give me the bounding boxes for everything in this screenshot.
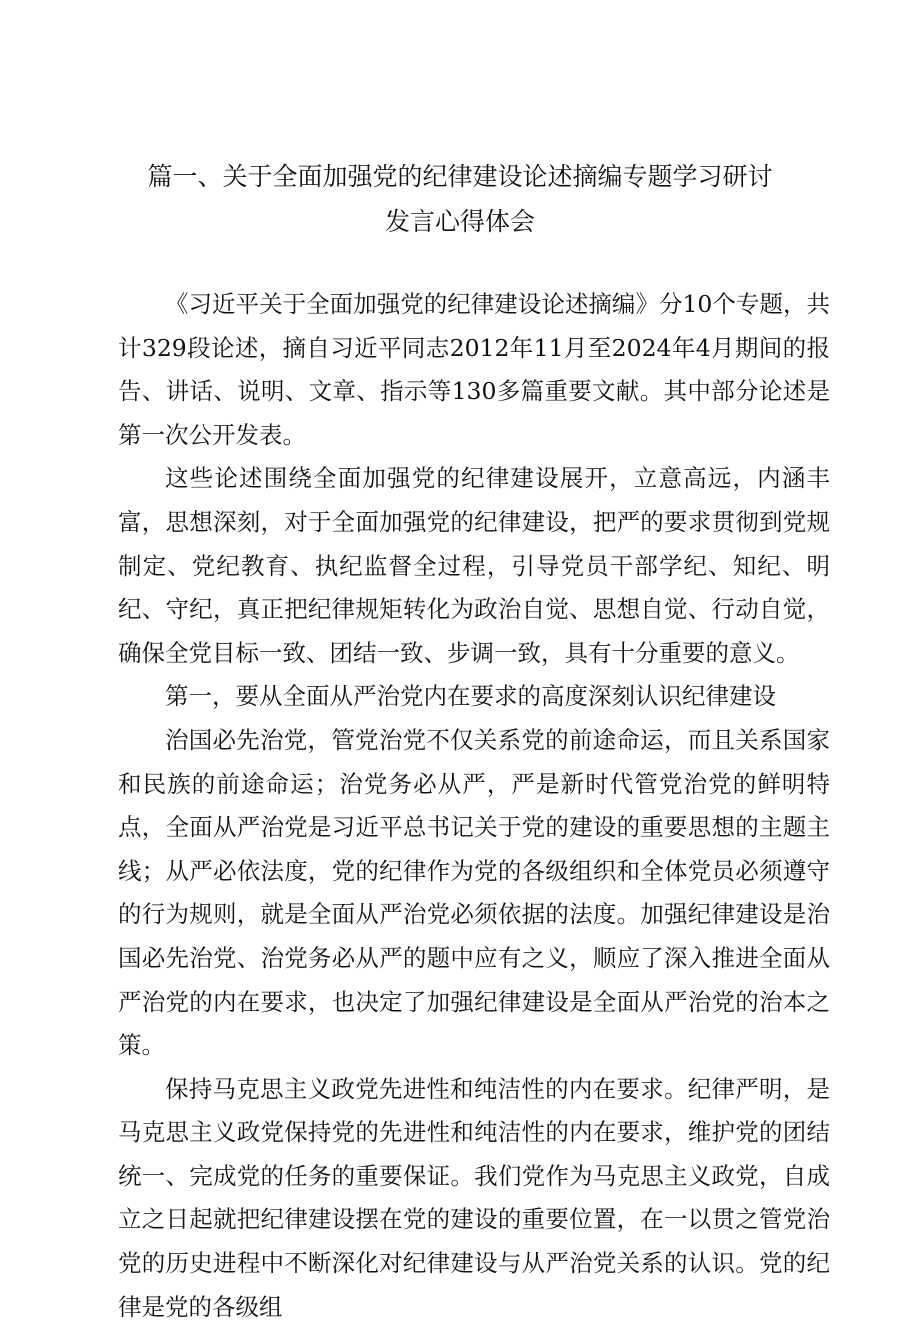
section-heading-first: 第一，要从全面从严治党内在要求的高度深刻认识纪律建设 — [165, 682, 776, 711]
paragraph-governance: 治国必先治党，管党治党不仅关系党的前途命运，而且关系国家和民族的前途命运；治党务必从严，严是新时代管党治党的鲜明特点，全面从严治党是习近平总书记关于党的建设的重要思想的主题主线；从严必依法度，党的纪律作为党的各级组织和全体党员必须遵守的行为规则，就是全面从严治党必须依据的法度。加强纪律建设是治国必先治党、治党务必从严的题中应有之义，顺应了深入推进全面从严治党的内在要求，也决定了加强纪律建设是全面从严治党的治本之策。 — [118, 725, 830, 1060]
paragraph-marxist-party: 保持马克思主义政党先进性和纯洁性的内在要求。纪律严明，是马克思主义政党保持党的先进性和纯洁性的内在要求，维护党的团结统一、完成党的任务的重要保证。我们党作为马克思主义政党，自成立之日起就把纪律建设摆在党的建设的重要位置，在一以贯之管党治党的历史进程中不断深化对纪律建设与从严治党关系的认识。党的纪律是党的各级组 — [118, 1074, 830, 1321]
paragraph-intro: 《习近平关于全面加强党的纪律建设论述摘编》分10个专题，共计329段论述，摘自习近平同志2012年11月至2024年4月期间的报告、讲话、说明、文章、指示等130多篇重要文献。其中部分论述是第一次公开发表。 — [118, 290, 830, 449]
document-body — [118, 283, 830, 1329]
document-title-line-2: 发言心得体会 — [384, 207, 535, 236]
document-title-line-1: 篇一、关于全面加强党的纪律建设论述摘编专题学习研讨 — [147, 162, 773, 191]
paragraph-significance: 这些论述围绕全面加强党的纪律建设展开，立意高远，内涵丰富，思想深刻，对于全面加强党的纪律建设，把严的要求贯彻到党规制定、党纪教育、执纪监督全过程，引导党员干部学纪、知纪、明纪、守纪，真正把纪律规矩转化为政治自觉、思想自觉、行动自觉，确保全党目标一致、团结一致、步调一致，具有十分重要的意义。 — [118, 464, 830, 667]
